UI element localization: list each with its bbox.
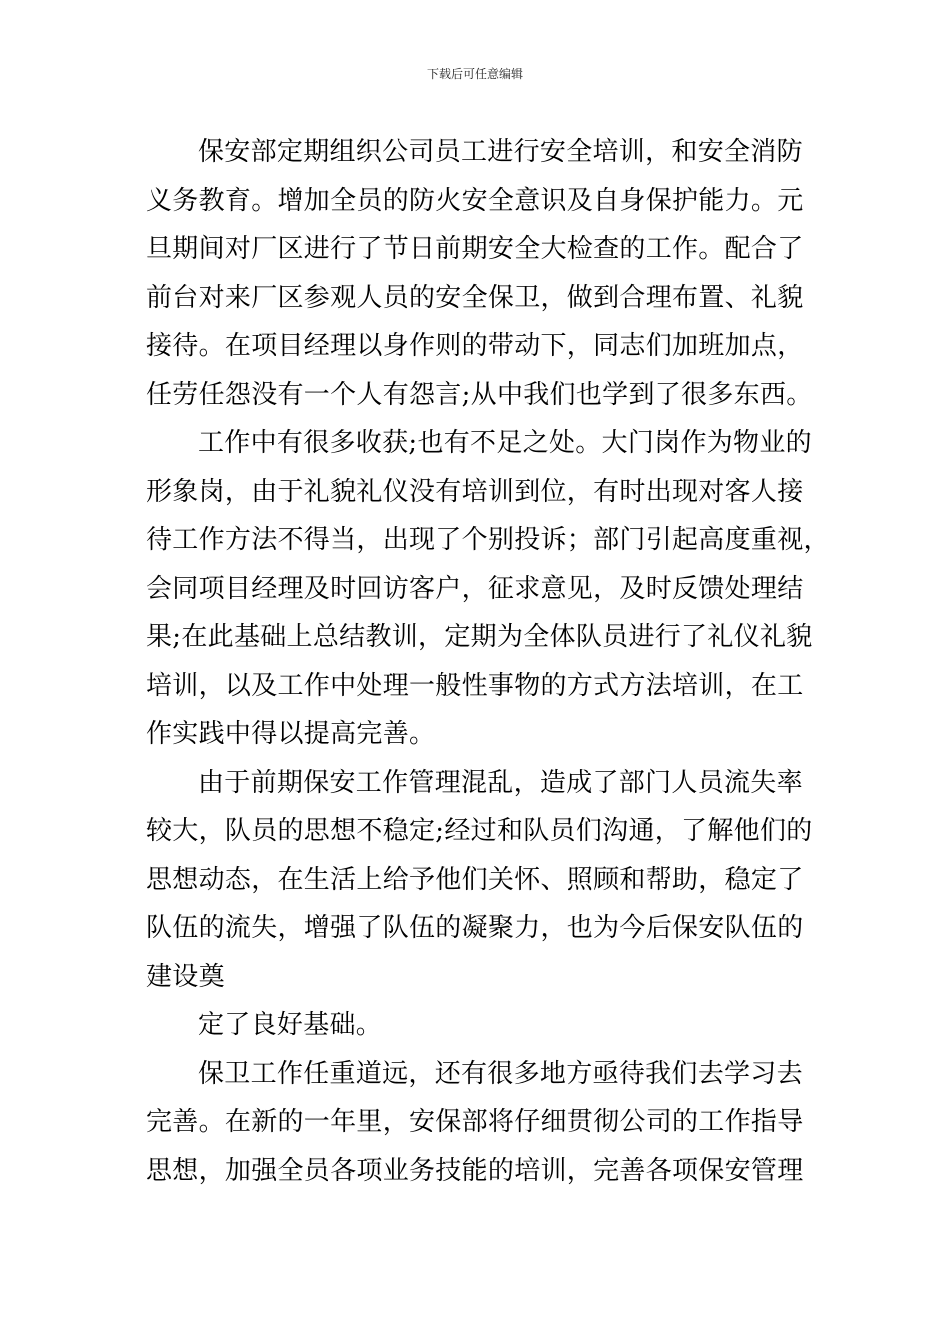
text-line: 接待。在项目经理以身作则的带动下，同志们加班加点，	[146, 331, 804, 361]
text-line: 待工作方法不得当，出现了个别投诉；部门引起高度重视，	[146, 525, 830, 555]
text-line: 定了良好基础。	[198, 1010, 383, 1040]
text-line: 队伍的流失，增强了队伍的凝聚力，也为今后保安队伍的	[146, 913, 804, 943]
text-line: 保安部定期组织公司员工进行安全培训，和安全消防	[198, 137, 803, 167]
document-body	[146, 128, 830, 1195]
text-line: 义务教育。增加全员的防火安全意识及自身保护能力。元	[146, 185, 804, 216]
text-line: 前台对来厂区参观人员的安全保卫，做到合理布置、礼貌	[146, 282, 804, 313]
page-header: 下载后可任意编辑	[426, 67, 523, 81]
text-line: 思想动态，在生活上给予他们关怀、照顾和帮助，稳定了	[146, 864, 804, 895]
text-line: 保卫工作任重道远，还有很多地方亟待我们去学习去	[198, 1058, 803, 1089]
text-line: 完善。在新的一年里，安保部将仔细贯彻公司的工作指导	[146, 1107, 804, 1137]
text-line: 思想，加强全员各项业务技能的培训，完善各项保安管理	[146, 1155, 804, 1186]
text-line: 任劳任怨没有一个人有怨言;从中我们也学到了很多东西。	[146, 379, 813, 410]
text-line: 果;在此基础上总结教训，定期为全体队员进行了礼仪礼貌	[146, 622, 813, 652]
text-line: 形象岗，由于礼貌礼仪没有培训到位，有时出现对客人接	[146, 476, 804, 507]
text-line: 由于前期保安工作管理混乱，造成了部门人员流失率	[198, 767, 803, 798]
text-line: 培训，以及工作中处理一般性事物的方式方法培训，在工	[146, 670, 804, 701]
text-line: 建设奠	[146, 961, 225, 992]
text-line: 会同项目经理及时回访客户，征求意见，及时反馈处理结	[146, 573, 804, 604]
text-line: 较大，队员的思想不稳定;经过和队员们沟通，了解他们的	[146, 816, 813, 846]
text-line: 作实践中得以提高完善。	[146, 719, 436, 749]
text-line: 旦期间对厂区进行了节日前期安全大检查的工作。配合了	[146, 234, 804, 264]
text-line: 工作中有很多收获;也有不足之处。大门岗作为物业的	[198, 428, 812, 458]
